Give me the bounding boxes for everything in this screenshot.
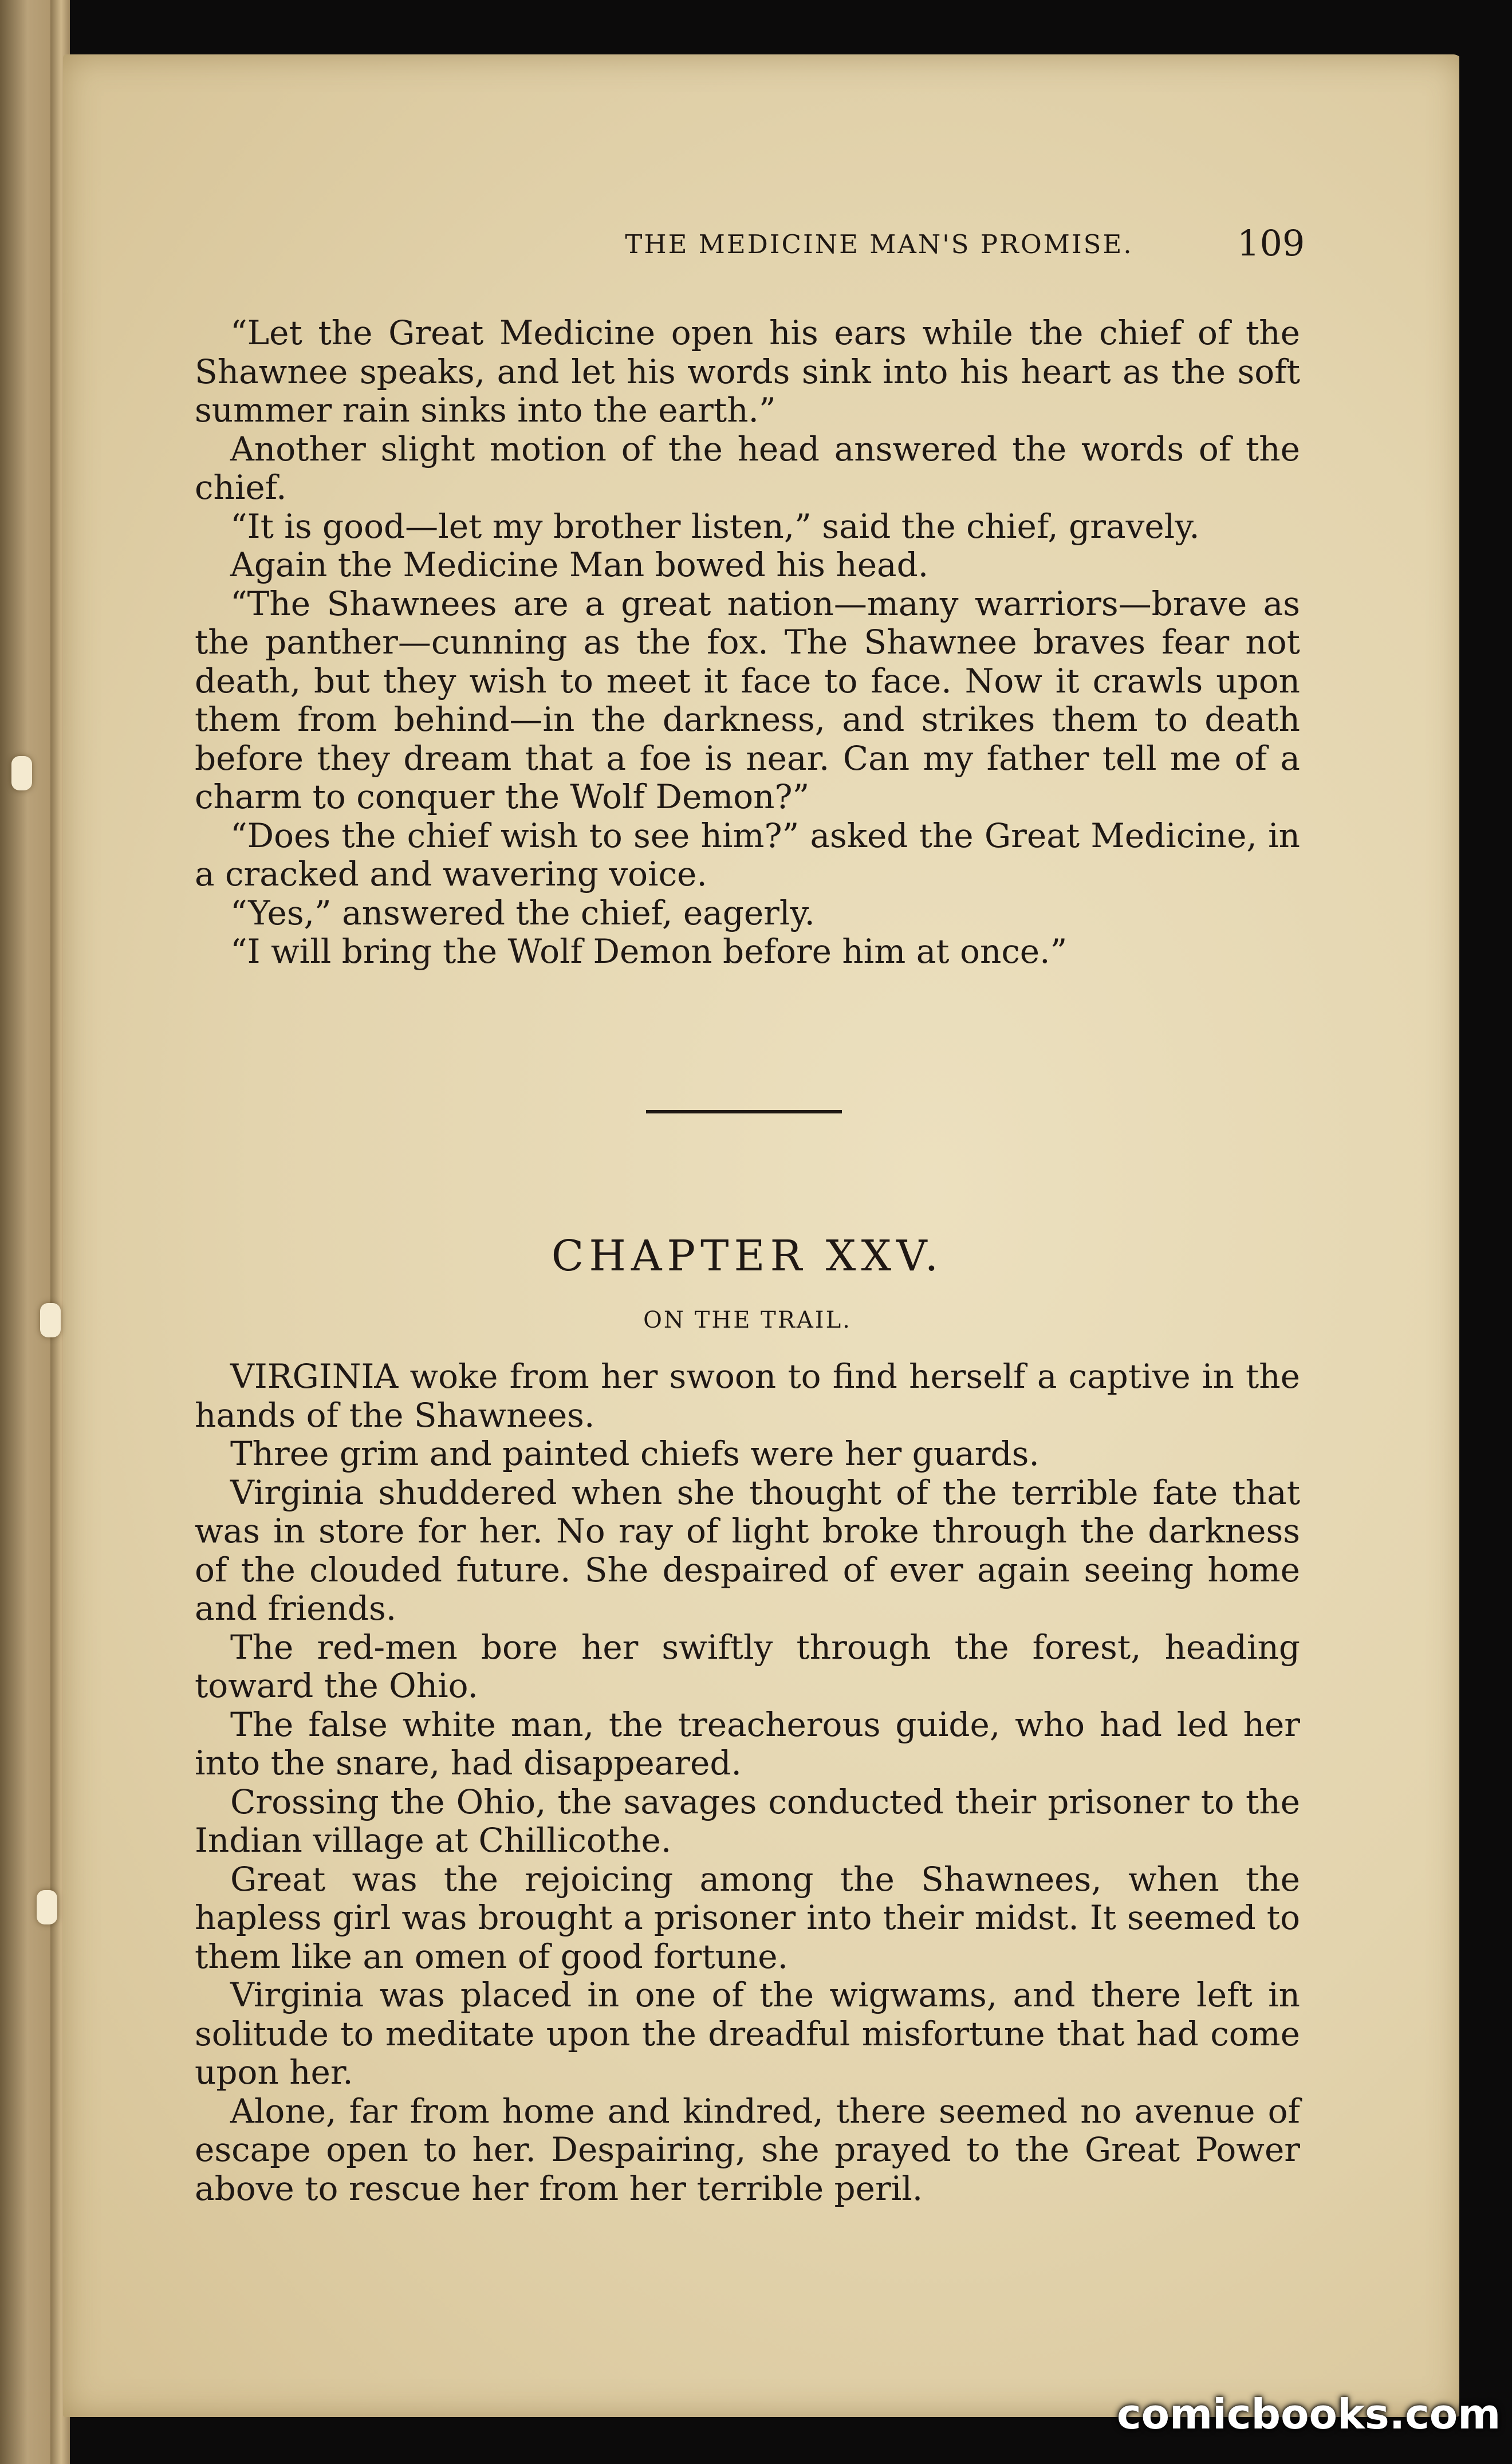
binding-stitch: [11, 756, 32, 790]
paragraph: “Does the chief wish to see him?” asked the Great Medicine, in a cracked and wavering voice.: [195, 816, 1300, 894]
chapter-subtitle: ON THE TRAIL.: [643, 1307, 852, 1333]
paragraph: Virginia was placed in one of the wigwams, and there left in solitude to meditate upon the dreadful misfortune that had come upon her.: [195, 1975, 1300, 2092]
text-block-chapter: [195, 1357, 1300, 2208]
watermark: comicbooks.com: [1117, 2390, 1501, 2438]
paragraph: Three grim and painted chiefs were her guards.: [230, 1434, 1040, 1473]
binding-stitch: [40, 1303, 61, 1337]
paragraph: “Yes,” answered the chief, eagerly.: [230, 893, 815, 932]
binding-stitch: [37, 1890, 57, 1924]
section-divider: [646, 1110, 842, 1113]
page-number: 109: [1237, 222, 1305, 264]
running-header: THE MEDICINE MAN'S PROMISE.: [625, 229, 1133, 259]
paragraph: The false white man, the treacherous guide, who had led her into the snare, had disappeared.: [195, 1705, 1300, 1782]
paragraph: “Let the Great Medicine open his ears while the chief of the Shawnee speaks, and let his words sink into his heart as the soft summer rain sinks into the earth.”: [195, 313, 1300, 430]
paragraph: VIRGINIA woke from her swoon to find herself a captive in the hands of the Shawnees.: [195, 1357, 1300, 1435]
paragraph: Again the Medicine Man bowed his head.: [230, 545, 929, 584]
text-block-before-chapter: [195, 314, 1300, 971]
paragraph: “The Shawnees are a great nation—many warriors—brave as the panther—cunning as the fox. The Shawnee braves fear not death, but they wish to meet it face to face. Now it crawls upon them from behind—in the darkness, and strikes them to death before they dream that a foe is near. Can my father tell me of a charm to conquer the Wolf Demon?”: [195, 584, 1300, 816]
paragraph: Great was the rejoicing among the Shawnees, when the hapless girl was brought a prisoner into their midst. It seemed to them like an omen of good fortune.: [195, 1859, 1300, 1976]
paragraph: “It is good—let my brother listen,” said the chief, gravely.: [230, 506, 1200, 546]
paragraph: Alone, far from home and kindred, there seemed no avenue of escape open to her. Despairing, she prayed to the Great Power above to rescue her from her terrible peril.: [195, 2091, 1300, 2208]
paragraph: Crossing the Ohio, the savages conducted their prisoner to the Indian village at Chillicothe.: [195, 1782, 1300, 1860]
paragraph: Another slight motion of the head answered the words of the chief.: [195, 429, 1300, 507]
paragraph: Virginia shuddered when she thought of the terrible fate that was in store for her. No ray of light broke through the darkness of the clouded future. She despaired of ever again seeing home and friends.: [195, 1473, 1300, 1628]
paragraph: “I will bring the Wolf Demon before him at once.”: [230, 932, 1068, 971]
scan-border: [1459, 0, 1512, 2464]
paragraph: The red-men bore her swiftly through the forest, heading toward the Ohio.: [195, 1627, 1300, 1705]
chapter-title: CHAPTER XXV.: [551, 1231, 944, 1281]
